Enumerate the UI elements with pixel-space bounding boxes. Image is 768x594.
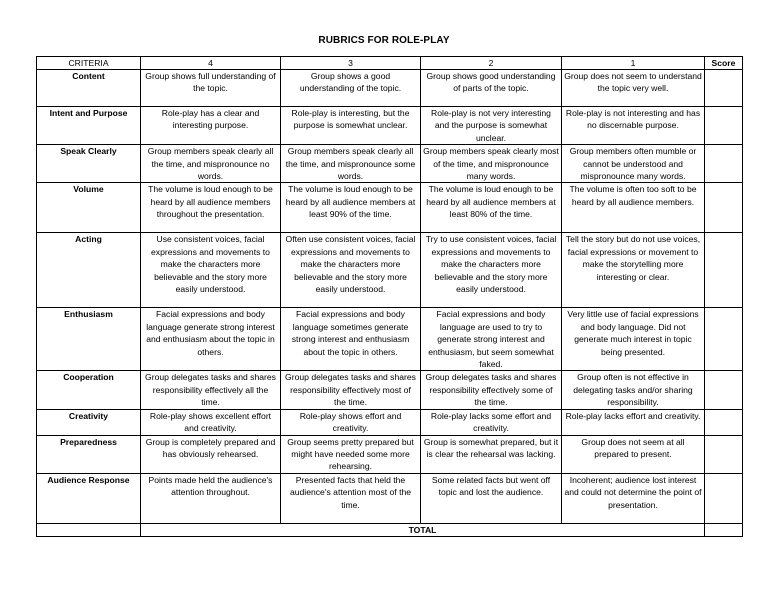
score-cell[interactable] <box>705 371 743 409</box>
criteria-cell: Audience Response <box>37 473 141 523</box>
descriptor-cell-1: Role-play is not interesting and has no discernable purpose. <box>562 107 705 145</box>
descriptor-cell-3: The volume is loud enough to be heard by all audience members at least 90% of the time. <box>281 183 421 233</box>
column-header-score: Score <box>705 57 743 70</box>
criteria-cell: Cooperation <box>37 371 141 409</box>
descriptor-cell-4: Group delegates tasks and shares responsibility effectively all the time. <box>141 371 281 409</box>
criteria-cell: Intent and Purpose <box>37 107 141 145</box>
score-cell[interactable] <box>705 473 743 523</box>
criteria-cell: Volume <box>37 183 141 233</box>
descriptor-cell-1: Group does not seem to understand the topic very well. <box>562 70 705 107</box>
descriptor-cell-1: The volume is often too soft to be heard by all audience members. <box>562 183 705 233</box>
descriptor-cell-3: Group members speak clearly all the time, and mispronounce some words. <box>281 145 421 183</box>
descriptor-cell-4: Group shows full understanding of the topic. <box>141 70 281 107</box>
column-header-2: 2 <box>421 57 562 70</box>
criteria-cell: Enthusiasm <box>37 308 141 371</box>
score-cell[interactable] <box>705 107 743 145</box>
descriptor-cell-2: Group is somewhat prepared, but it is clear the rehearsal was lacking. <box>421 435 562 473</box>
descriptor-cell-3: Group seems pretty prepared but might have needed some more rehearsing. <box>281 435 421 473</box>
descriptor-cell-3: Group delegates tasks and shares responsibility effectively most of the time. <box>281 371 421 409</box>
rubric-table <box>36 56 743 537</box>
score-cell[interactable] <box>705 435 743 473</box>
criteria-cell: Creativity <box>37 409 141 435</box>
criteria-cell: Content <box>37 70 141 107</box>
column-header-4: 4 <box>141 57 281 70</box>
rubric-row <box>37 409 743 435</box>
descriptor-cell-4: Group members speak clearly all the time, and mispronounce no words. <box>141 145 281 183</box>
descriptor-cell-4: Group is completely prepared and has obviously rehearsed. <box>141 435 281 473</box>
rubric-row <box>37 107 743 145</box>
score-cell[interactable] <box>705 233 743 308</box>
column-header-3: 3 <box>281 57 421 70</box>
descriptor-cell-4: Role-play has a clear and interesting purpose. <box>141 107 281 145</box>
descriptor-cell-3: Group shows a good understanding of the topic. <box>281 70 421 107</box>
rubric-row <box>37 145 743 183</box>
descriptor-cell-3: Role-play is interesting, but the purpose is somewhat unclear. <box>281 107 421 145</box>
criteria-cell: Acting <box>37 233 141 308</box>
page-title: RUBRICS FOR ROLE-PLAY <box>318 35 450 46</box>
criteria-cell: Speak Clearly <box>37 145 141 183</box>
rubric-row <box>37 371 743 409</box>
descriptor-cell-3: Role-play shows effort and creativity. <box>281 409 421 435</box>
descriptor-cell-1: Group does not seem at all prepared to present. <box>562 435 705 473</box>
descriptor-cell-1: Tell the story but do not use voices, facial expressions or movement to make the storytelling more interesting or clear. <box>562 233 705 308</box>
descriptor-cell-2: Group members speak clearly most of the time, and mispronounce many words. <box>421 145 562 183</box>
descriptor-cell-4: Use consistent voices, facial expressions and movements to make the characters more believable and the story more easily understood. <box>141 233 281 308</box>
descriptor-cell-1: Very little use of facial expressions and body language. Did not generate much interest in topic being presented. <box>562 308 705 371</box>
descriptor-cell-1: Group members often mumble or cannot be understood and mispronounce many words. <box>562 145 705 183</box>
total-score-cell[interactable] <box>705 523 743 536</box>
descriptor-cell-2: Group shows good understanding of parts of the topic. <box>421 70 562 107</box>
descriptor-cell-2: Some related facts but went off topic and lost the audience. <box>421 473 562 523</box>
descriptor-cell-3: Facial expressions and body language sometimes generate strong interest and enthusiasm about the topic in others. <box>281 308 421 371</box>
descriptor-cell-4: Role-play shows excellent effort and creativity. <box>141 409 281 435</box>
total-spacer <box>37 523 141 536</box>
descriptor-cell-4: The volume is loud enough to be heard by all audience members throughout the presentation. <box>141 183 281 233</box>
descriptor-cell-1: Incoherent; audience lost interest and could not determine the point of presentation. <box>562 473 705 523</box>
descriptor-cell-1: Role-play lacks effort and creativity. <box>562 409 705 435</box>
rubric-row <box>37 233 743 308</box>
descriptor-cell-4: Points made held the audience's attention throughout. <box>141 473 281 523</box>
descriptor-cell-2: Role-play is not very interesting and the purpose is somewhat unclear. <box>421 107 562 145</box>
header-row <box>37 57 743 70</box>
descriptor-cell-2: Try to use consistent voices, facial expressions and movements to make the characters more believable and the story more easily understood. <box>421 233 562 308</box>
criteria-cell: Preparedness <box>37 435 141 473</box>
column-header-1: 1 <box>562 57 705 70</box>
score-cell[interactable] <box>705 409 743 435</box>
column-header-criteria: CRITERIA <box>37 57 141 70</box>
score-cell[interactable] <box>705 308 743 371</box>
rubric-row <box>37 308 743 371</box>
descriptor-cell-3: Often use consistent voices, facial expressions and movements to make the characters more believable and the story more easily understood. <box>281 233 421 308</box>
rubric-row <box>37 70 743 107</box>
rubric-row <box>37 183 743 233</box>
score-cell[interactable] <box>705 183 743 233</box>
total-row <box>37 523 743 536</box>
score-cell[interactable] <box>705 145 743 183</box>
rubric-row <box>37 435 743 473</box>
descriptor-cell-3: Presented facts that held the audience's attention most of the time. <box>281 473 421 523</box>
descriptor-cell-2: Group delegates tasks and shares responsibility effectively some of the time. <box>421 371 562 409</box>
total-label: TOTAL <box>141 523 705 536</box>
descriptor-cell-2: Facial expressions and body language are used to try to generate strong interest and enthusiasm, but seem somewhat faked. <box>421 308 562 371</box>
descriptor-cell-1: Group often is not effective in delegating tasks and/or sharing responsibility. <box>562 371 705 409</box>
score-cell[interactable] <box>705 70 743 107</box>
descriptor-cell-2: Role-play lacks some effort and creativity. <box>421 409 562 435</box>
rubric-row <box>37 473 743 523</box>
descriptor-cell-4: Facial expressions and body language generate strong interest and enthusiasm about the topic in others. <box>141 308 281 371</box>
descriptor-cell-2: The volume is loud enough to be heard by all audience members at least 80% of the time. <box>421 183 562 233</box>
